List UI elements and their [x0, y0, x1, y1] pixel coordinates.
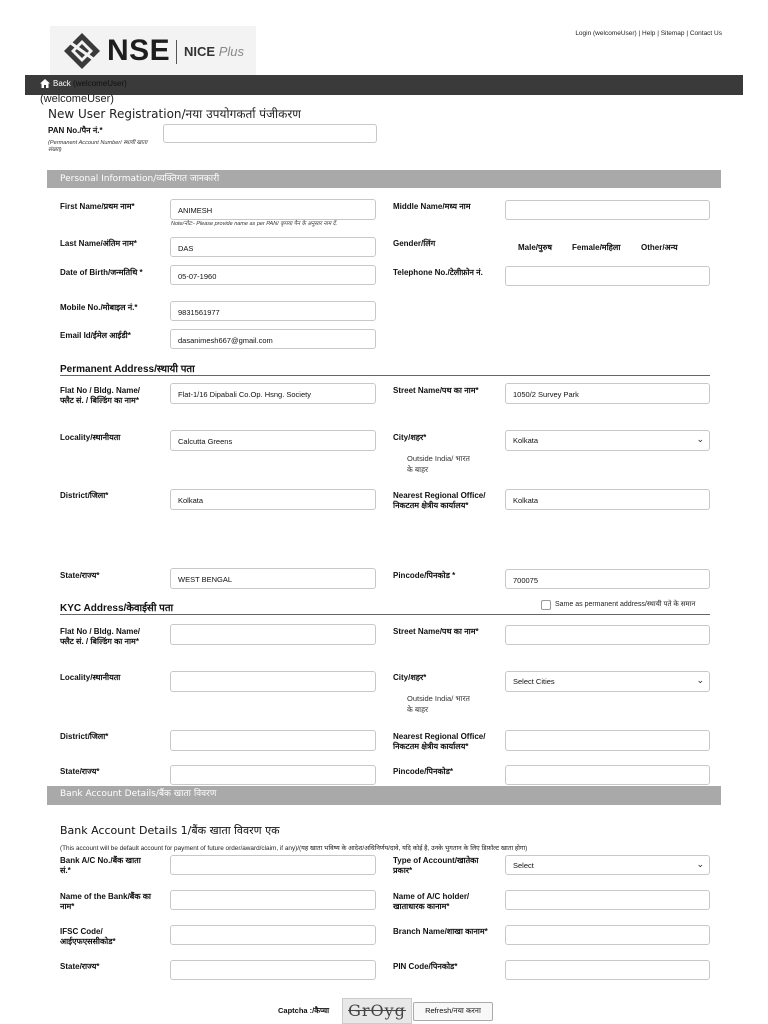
- account-type-label: Type of Account/खातेका प्रकार*: [393, 856, 479, 875]
- bank-state-input[interactable]: [170, 960, 376, 980]
- welcome-user-text: (welcomeUser): [40, 93, 114, 105]
- bank-pin-input[interactable]: [505, 960, 710, 980]
- product-logo: [184, 44, 244, 59]
- gender-other-option[interactable]: Other/अन्य: [641, 243, 678, 252]
- bank-state-label: State/राज्य*: [60, 962, 100, 971]
- perm-locality-label: Locality/स्थानीयता: [60, 433, 121, 442]
- product-name: NICE: [184, 44, 216, 59]
- perm-state-input[interactable]: WEST BENGAL: [170, 568, 376, 589]
- first-name-label: First Name/प्रथम नाम*: [60, 202, 135, 211]
- kyc-street-label: Street Name/पथ का नाम*: [393, 627, 479, 636]
- perm-regional-label: Nearest Regional Office/ निकटतम क्षेत्रीय कार्यालय*: [393, 491, 486, 510]
- kyc-city-value: Select Cities: [513, 677, 555, 686]
- personal-info-band: Personal Information/व्यक्तिगत जानकारी: [47, 170, 721, 188]
- perm-flat-input[interactable]: Flat-1/16 Dipabali Co.Op. Hsng. Society: [170, 383, 376, 404]
- kyc-outside-india-label[interactable]: Outside India/ भारत के बाहर: [407, 694, 470, 714]
- home-icon: [40, 79, 50, 88]
- perm-state-label: State/राज्य*: [60, 571, 100, 580]
- captcha-label: Captcha :/कैप्चा: [278, 1006, 330, 1015]
- mobile-label: Mobile No./मोबाइल नं.*: [60, 303, 138, 312]
- same-as-permanent-label[interactable]: Same as permanent address/स्थायी पते के समान: [555, 601, 696, 608]
- ac-holder-input[interactable]: [505, 890, 710, 910]
- gender-label: Gender/लिंग: [393, 239, 436, 248]
- gender-female-option[interactable]: Female/महिला: [572, 243, 621, 252]
- kyc-flat-input[interactable]: [170, 624, 376, 645]
- same-as-permanent-checkbox[interactable]: [541, 600, 551, 610]
- kyc-district-input[interactable]: [170, 730, 376, 751]
- back-link[interactable]: [40, 79, 127, 88]
- branch-label: Branch Name/शाखा कानाम*: [393, 927, 488, 936]
- pan-label: PAN No./पैन नं.*: [48, 126, 103, 135]
- bank-acno-label: Bank A/C No./बैंक खाता सं.*: [60, 856, 141, 875]
- perm-district-input[interactable]: Kolkata: [170, 489, 376, 510]
- bank-account-band: Bank Account Details/बैंक खाता विवरण: [47, 786, 721, 805]
- kyc-district-label: District/जिला*: [60, 732, 109, 741]
- kyc-city-label: City/शहर*: [393, 673, 427, 682]
- perm-pincode-label: Pincode/पिनकोड *: [393, 571, 456, 580]
- perm-pincode-input[interactable]: 700075: [505, 569, 710, 589]
- perm-city-select[interactable]: [505, 430, 710, 451]
- perm-city-value: Kolkata: [513, 436, 539, 445]
- kyc-street-input[interactable]: [505, 625, 710, 645]
- bank-pin-label: PIN Code/पिनकोड*: [393, 962, 458, 971]
- perm-city-label: City/शहर*: [393, 433, 427, 442]
- kyc-address-rule: [60, 614, 710, 615]
- chevron-down-icon: ⌄: [696, 675, 704, 685]
- telephone-input[interactable]: [505, 266, 710, 286]
- gender-male-option[interactable]: Male/पुरुष: [518, 243, 552, 252]
- middle-name-label: Middle Name/मध्य नाम: [393, 202, 471, 211]
- last-name-input[interactable]: DAS: [170, 237, 376, 257]
- telephone-label: Telephone No./टेलीफ़ोन नं.: [393, 268, 483, 277]
- perm-regional-input[interactable]: Kolkata: [505, 489, 710, 510]
- first-name-input[interactable]: ANIMESH: [170, 199, 376, 220]
- kyc-locality-label: Locality/स्थानीयता: [60, 673, 121, 682]
- perm-street-input[interactable]: 1050/2 Survey Park: [505, 383, 710, 404]
- top-nav-bar: [25, 75, 743, 95]
- pan-note: (Permanent Account Number/ स्थायी खाता संख्या): [48, 140, 148, 153]
- perm-outside-india-label[interactable]: Outside India/ भारत के बाहर: [407, 454, 470, 474]
- perm-district-label: District/जिला*: [60, 491, 109, 500]
- logo-divider: [176, 40, 177, 64]
- dob-label: Date of Birth/जन्मतिथि *: [60, 268, 143, 277]
- nse-logo-icon: [62, 32, 102, 70]
- ac-holder-label: Name of A/C holder/ खाताधारक कानाम*: [393, 892, 470, 911]
- email-label: Email Id/ईमेल आईडी*: [60, 331, 131, 340]
- kyc-state-label: State/राज्य*: [60, 767, 100, 776]
- perm-flat-label: Flat No / Bldg. Name/ फ्लैट सं. / बिल्डिंग का नाम*: [60, 386, 141, 405]
- permanent-address-heading: Permanent Address/स्थायी पता: [60, 364, 195, 375]
- chevron-down-icon: ⌄: [696, 859, 704, 869]
- ifsc-input[interactable]: [170, 925, 376, 945]
- middle-name-input[interactable]: [505, 200, 710, 220]
- kyc-flat-label: Flat No / Bldg. Name/ फ्लैट सं. / बिल्डिंग का नाम*: [60, 627, 141, 646]
- product-suffix: Plus: [218, 44, 244, 59]
- captcha-refresh-button[interactable]: Refresh/नया करना: [413, 1002, 493, 1021]
- captcha-image: GrOyg: [342, 998, 412, 1024]
- name-note: Note/नोट:- Please provide name as per PAN/ कृपया पैन के अनुसार नाम दें.: [171, 221, 338, 227]
- bank-name-label: Name of the Bank/बैंक का नाम*: [60, 892, 151, 911]
- account-type-select[interactable]: [505, 855, 710, 875]
- back-label: Back: [53, 79, 71, 88]
- bank-acno-input[interactable]: [170, 855, 376, 875]
- perm-locality-input[interactable]: Calcutta Greens: [170, 430, 376, 451]
- kyc-locality-input[interactable]: [170, 671, 376, 692]
- bank-name-input[interactable]: [170, 890, 376, 910]
- kyc-address-heading: KYC Address/केवाईसी पता: [60, 603, 174, 614]
- permanent-address-rule: [60, 375, 710, 376]
- back-user: (welcomeUser): [73, 79, 127, 88]
- kyc-city-select[interactable]: [505, 671, 710, 692]
- top-links[interactable]: Login (welcomeUser) | Help | Sitemap | Contact Us: [575, 30, 722, 37]
- kyc-pincode-label: Pincode/पिनकोड*: [393, 767, 454, 776]
- branch-input[interactable]: [505, 925, 710, 945]
- bank-account-1-heading: Bank Account Details 1/बैंक खाता विवरण एक: [60, 824, 280, 837]
- chevron-down-icon: ⌄: [696, 434, 704, 444]
- last-name-label: Last Name/अंतिम नाम*: [60, 239, 137, 248]
- account-type-value: Select: [513, 861, 534, 870]
- kyc-regional-input[interactable]: [505, 730, 710, 751]
- brand-logo-text: NSE: [107, 34, 171, 67]
- page-title: New User Registration/नया उपयोगकर्ता पंजीकरण: [48, 107, 301, 121]
- kyc-pincode-input[interactable]: [505, 765, 710, 785]
- email-input[interactable]: dasanimesh667@gmail.com: [170, 329, 376, 349]
- kyc-state-input[interactable]: [170, 765, 376, 785]
- pan-input[interactable]: [163, 124, 377, 143]
- mobile-input[interactable]: 9831561977: [170, 301, 376, 321]
- perm-street-label: Street Name/पथ का नाम*: [393, 386, 479, 395]
- bank-default-note: (This account will be default account for payment of future order/award/claim, if any)/(यह खाता भविष्य के आदेश/अधिनिर्णय/दावे, यदि कोई है, उनके भुगतान के लिए डिफ़ॉल्ट खाता होगा): [60, 845, 528, 852]
- kyc-regional-label: Nearest Regional Office/ निकटतम क्षेत्रीय कार्यालय*: [393, 732, 486, 751]
- ifsc-label: IFSC Code/ आईएफएससीकोड*: [60, 927, 116, 946]
- dob-input[interactable]: 05-07-1960: [170, 265, 376, 285]
